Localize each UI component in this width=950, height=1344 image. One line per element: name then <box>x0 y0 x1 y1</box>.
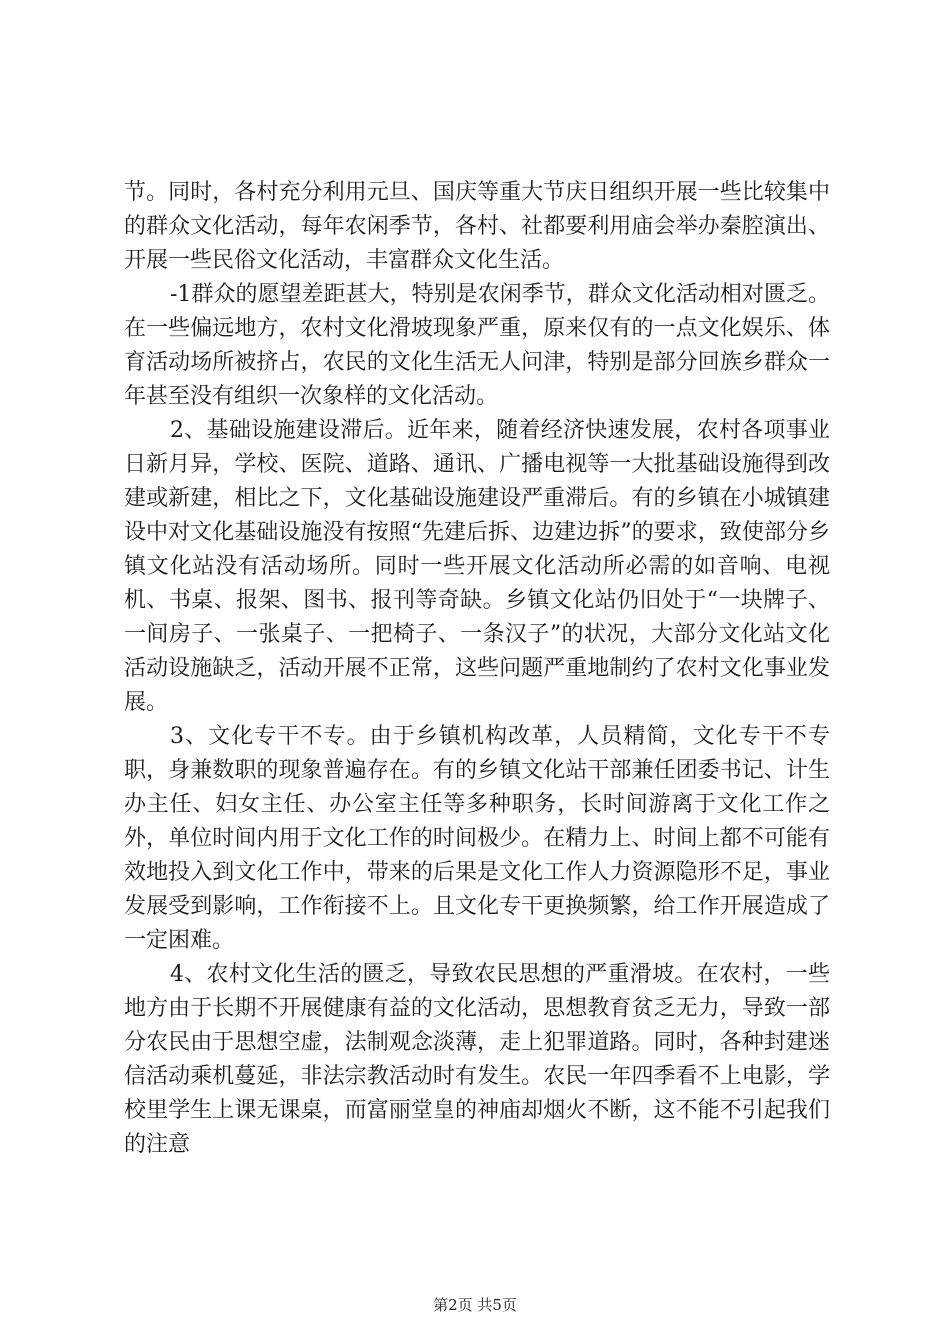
page-footer <box>0 1294 950 1315</box>
paragraph-continuation: 节。同时，各村充分利用元旦、国庆等重大节庆日组织开展一些比较集中的群众文化活动，每年农闲季节，各村、社都要利用庙会举办秦腔演出、开展一些民俗文化活动，丰富群众文化生活。 <box>124 180 830 273</box>
page-number-label: 第2页 共5页 <box>433 1296 517 1314</box>
paragraph-item-2: 2、基础设施建设滞后。近年来，随着经济快速发展，农村各项事业日新月异，学校、医院、道路、通讯、广播电视等一大批基础设施得到改建或新建，相比之下，文化基础设施建设严重滞后。有的乡镇在小城镇建设中对文化基础设施没有按照“先建后拆、边建边拆”的要求，致使部分乡镇文化站没有活动场所。同时一些开展文化活动所必需的如音响、电视机、书桌、报架、图书、报刊等奇缺。乡镇文化站仍旧处于“一块牌子、一间房子、一张桌子、一把椅子、一条汉子”的状况，大部分文化站文化活动设施缺乏，活动开展不正常，这些问题严重地制约了农村文化事业发展。 <box>124 418 830 715</box>
paragraph-item-1: -1群众的愿望差距甚大，特别是农闲季节，群众文化活动相对匮乏。在一些偏远地方，农村文化滑坡现象严重，原来仅有的一点文化娱乐、体育活动场所被挤占，农民的文化生活无人问津，特别是部分回族乡群众一年甚至没有组织一次象样的文化活动。 <box>124 282 830 409</box>
document-body <box>124 176 830 1162</box>
paragraph-item-3: 3、文化专干不专。由于乡镇机构改革，人员精简，文化专干不专职，身兼数职的现象普遍存在。有的乡镇文化站干部兼任团委书记、计生办主任、妇女主任、办公室主任等多种职务，长时间游离于文化工作之外，单位时间内用于文化工作的时间极少。在精力上、时间上都不可能有效地投入到文化工作中，带来的后果是文化工作人力资源隐形不足，事业发展受到影响，工作衔接不上。且文化专干更换频繁，给工作开展造成了一定困难。 <box>124 724 830 953</box>
paragraph-item-4: 4、农村文化生活的匮乏，导致农民思想的严重滑坡。在农村，一些地方由于长期不开展健康有益的文化活动，思想教育贫乏无力，导致一部分农民由于思想空虚，法制观念淡薄，走上犯罪道路。同时，各种封建迷信活动乘机蔓延，非法宗教活动时有发生。农民一年四季看不上电影，学校里学生上课无课桌，而富丽堂皇的神庙却烟火不断，这不能不引起我们的注意 <box>124 962 830 1157</box>
